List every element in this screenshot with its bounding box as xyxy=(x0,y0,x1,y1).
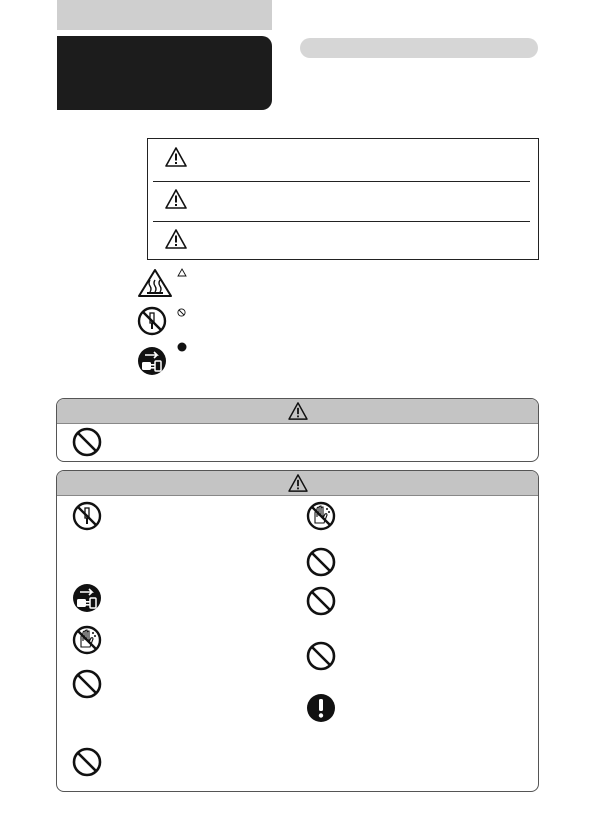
legend-row-warning xyxy=(148,181,538,221)
prohibition-icon xyxy=(306,586,336,616)
no-wet-hands-icon xyxy=(72,625,102,655)
warning-panel xyxy=(56,398,539,462)
prohibition-icon xyxy=(72,427,102,457)
caution-panel xyxy=(56,470,539,792)
section-tab xyxy=(57,0,272,30)
symbol-row-hot xyxy=(137,268,173,298)
prohibition-icon xyxy=(306,641,336,671)
prohibition-icon xyxy=(306,547,336,577)
triangle-marker-icon xyxy=(177,268,187,277)
unplug-icon xyxy=(137,346,167,376)
symbol-row-prohibited xyxy=(137,306,167,336)
prohibition-marker-icon xyxy=(177,308,186,317)
symbol-row-mandatory xyxy=(137,346,167,376)
mandatory-action-icon xyxy=(306,693,336,723)
chapter-title-block xyxy=(57,36,272,110)
legend-row-danger xyxy=(148,139,538,179)
prohibition-icon xyxy=(72,747,102,777)
prohibition-icon xyxy=(72,669,102,699)
legend-row-caution xyxy=(148,221,538,261)
warning-triangle-icon xyxy=(288,474,308,492)
warning-triangle-icon xyxy=(165,229,187,249)
warning-panel-header xyxy=(57,399,538,424)
no-disassembly-icon xyxy=(137,306,167,336)
no-wet-hands-icon xyxy=(306,501,336,531)
warning-triangle-icon xyxy=(288,402,308,420)
warning-triangle-icon xyxy=(165,147,187,167)
hot-surface-icon xyxy=(137,268,173,298)
caution-panel-header xyxy=(57,471,538,496)
signal-word-legend xyxy=(147,138,539,260)
subtitle-pill xyxy=(300,38,538,58)
unplug-icon xyxy=(72,583,102,613)
no-disassembly-icon xyxy=(72,501,102,531)
warning-triangle-icon xyxy=(165,189,187,209)
solid-dot-marker-icon xyxy=(177,342,187,352)
